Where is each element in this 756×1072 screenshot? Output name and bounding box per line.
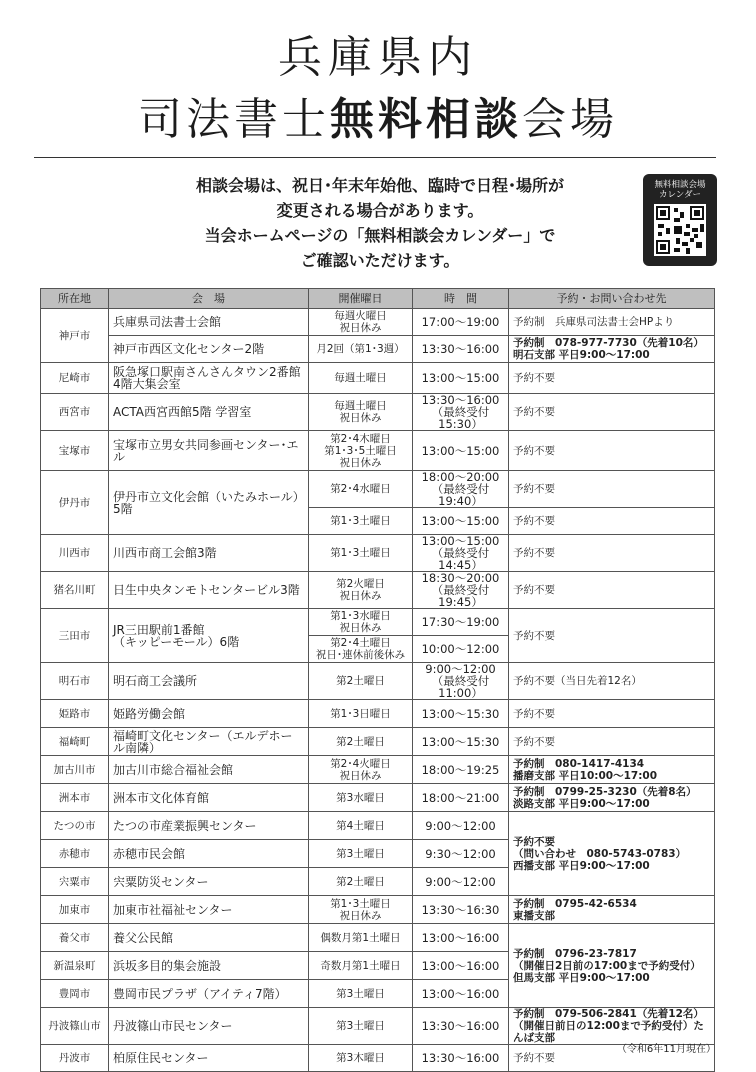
area-name: 三田市 [58,629,91,642]
area-name: 洲本市 [58,791,91,804]
venue-name: 神戸市西区文化センター2階 [113,342,265,356]
schedule-text: 第3土曜日 [336,1020,385,1032]
area-name: 尼崎市 [58,372,91,384]
time-text: 13:00〜15:30 [421,706,500,721]
area-name: 丹波市 [58,1052,91,1064]
venue-name: 丹波篠山市民センター [113,1019,233,1033]
time-cell [413,636,509,663]
time-cell [413,868,509,896]
area-cell [41,924,109,952]
contact-line: 予約不要 [513,835,555,848]
contact-cell [509,471,715,508]
contact-line: （開催日前日の12:00まで予約受付）たんば支部 [513,1020,704,1044]
area-name: 加東市 [58,903,91,916]
as-of-date: （令和6年11月現在） [616,1044,716,1055]
notice-line: 相談会場は、祝日･年末年始他、臨時で日程･場所が [195,176,564,195]
contact-line: 予約不要 [513,735,555,748]
area-name: 神戸市 [58,329,91,342]
area-cell [41,812,109,840]
venue-name: JR三田駅前1番館 [113,622,205,637]
title-suffix: 会場 [522,94,618,145]
area-name: 宍粟市 [58,875,91,888]
day-cell [309,868,413,896]
venue-name: ACTA西宮西館5階 学習室 [113,405,252,419]
time-text: 13:30〜16:00 [421,1019,500,1033]
time-cell [413,896,509,924]
time-cell [413,924,509,952]
day-cell [309,636,413,663]
area-cell [41,663,109,700]
venue-name: 明石商工会議所 [113,674,198,688]
schedule-text: 祝日休み [339,456,382,469]
venue-cell [109,924,309,952]
venue-name: 宍粟防災センター [113,874,209,889]
time-cell [413,535,509,572]
contact-cell [509,535,715,572]
time-cell [413,363,509,394]
title-divider [34,157,716,158]
schedule-text: 第2･4土曜日 [330,637,391,649]
time-text: 13:00〜16:00 [421,986,500,1001]
contact-line: 予約不要 [513,515,555,527]
header-time: 時 間 [413,289,509,309]
area-name: 新温泉町 [53,959,96,972]
day-cell [309,363,413,394]
area-cell [41,896,109,924]
venue-name: 阪急塚口駅南さんさんタウン2番館 [113,365,301,379]
day-cell [309,336,413,363]
area-name: 豊岡市 [58,987,91,1000]
schedule-text: 第1･3土曜日 [330,547,391,559]
venue-name: 日生中央タンモトセンタービル3階 [113,583,300,597]
area-name: 赤穂市 [58,847,91,860]
table-row [41,535,715,572]
schedule-text: 月2回（第1･3週） [316,343,405,355]
time-cell [413,431,509,471]
venue-name: 豊岡市民プラザ（アイティ7階） [113,986,287,1001]
area-cell [41,784,109,812]
contact-line: 予約制 0795-42-6534 [513,897,637,910]
day-cell [309,756,413,784]
area-name: 丹波篠山市 [48,1020,101,1032]
table-header-row [41,289,715,309]
area-name: たつの市 [53,819,96,832]
contact-line: （開催日2日前の17:00まで予約受付） [513,959,701,972]
area-cell [41,609,109,663]
contact-line: 予約制 078-977-7730（先着10名） [513,337,704,349]
schedule-text: 第1･3･5土曜日 [324,444,397,457]
venue-name: 兵庫県司法書士会館 [113,315,222,329]
venue-cell [109,309,309,336]
table-row [41,609,715,636]
day-cell [309,924,413,952]
schedule-text: 第1･3土曜日 [330,515,391,527]
venue-name: 柏原住民センター [113,1051,209,1065]
day-cell [309,980,413,1008]
time-cell [413,609,509,636]
day-cell [309,840,413,868]
time-cell [413,728,509,756]
area-name: 明石市 [58,675,91,687]
area-cell [41,309,109,363]
schedule-text: 祝日･連休前後休み [315,649,406,661]
time-text: 13:00〜15:00 [421,534,500,548]
table-row [41,309,715,336]
title-emphasis: 無料相談 [330,94,522,145]
schedule-text: 第2･4火曜日 [330,757,391,770]
venue-cell [109,756,309,784]
schedule-text: 第2･4木曜日 [330,432,391,445]
schedule-text: 第2土曜日 [336,735,385,748]
time-cell [413,663,509,700]
venue-name: （キッピーモール）6階 [113,634,240,649]
area-cell [41,1045,109,1072]
time-cell [413,572,509,609]
time-text: 18:00〜20:00 [421,470,500,484]
time-text: （最終受付15:30） [431,405,490,431]
contact-cell [509,394,715,431]
venue-name: 4階大集会室 [113,377,181,391]
table-row [41,784,715,812]
day-cell [309,896,413,924]
schedule-text: 祝日休み [339,322,382,334]
contact-line: 東播支部 [513,909,555,922]
contact-cell [509,812,715,896]
time-cell [413,309,509,336]
venue-name: 加古川市総合福祉会館 [113,762,234,777]
contact-line: 予約不要 [513,372,555,384]
time-cell [413,980,509,1008]
table-row [41,572,715,609]
schedule-text: 毎週火曜日 [334,310,387,322]
schedule-text: 奇数月第1土曜日 [320,959,401,972]
header-contact: 予約・お問い合わせ先 [509,289,715,309]
contact-line: 予約不要 [513,629,555,642]
contact-line: 播磨支部 平日10:00〜17:00 [513,769,658,782]
time-cell [413,952,509,980]
schedule-text: 第3水曜日 [336,791,385,804]
schedule-text: 祝日休み [339,590,382,602]
header-venue: 会 場 [109,289,309,309]
page-title-line2 [0,92,756,148]
schedule-text: 第1･3土曜日 [330,897,391,910]
table-row [41,1008,715,1045]
table-row [41,1045,715,1072]
venue-cell [109,572,309,609]
contact-line: 予約制 兵庫県司法書士会HPより [513,316,675,328]
venue-cell [109,394,309,431]
schedule-text: 祝日休み [339,769,382,782]
contact-line: （問い合わせ 080-5743-0783） [513,847,687,860]
table-row [41,363,715,394]
contact-line: 予約制 080-1417-4134 [513,757,645,770]
venue-cell [109,471,309,535]
time-cell [413,336,509,363]
contact-line: 予約不要 [513,584,555,596]
time-text: （最終受付19:40） [431,482,490,508]
day-cell [309,952,413,980]
schedule-text: 第1･3日曜日 [330,707,391,720]
venue-name: 福崎町文化センター（エルデホール南隣） [113,728,293,755]
contact-cell [509,924,715,1008]
time-text: （最終受付19:45） [431,583,490,609]
area-cell [41,572,109,609]
day-cell [309,309,413,336]
day-cell [309,1045,413,1072]
contact-line: 予約不要 [513,444,555,457]
venue-cell [109,431,309,471]
contact-cell [509,572,715,609]
qr-label: 無料相談会場 [654,180,706,190]
qr-label: カレンダー [659,190,701,200]
area-cell [41,952,109,980]
table-row [41,471,715,508]
contact-line: 予約不要 [513,1052,555,1064]
table-row [41,812,715,840]
day-cell [309,1008,413,1045]
venue-cell [109,896,309,924]
venue-cell [109,609,309,663]
venue-cell [109,980,309,1008]
time-text: 13:30〜16:00 [421,1051,500,1065]
contact-line: 予約制 0799-25-3230（先着8名） [513,785,697,798]
contact-line: 但馬支部 平日9:00〜17:00 [513,971,650,984]
area-cell [41,980,109,1008]
area-name: 西宮市 [58,406,91,418]
time-text: 13:00〜16:00 [421,958,500,973]
schedule-text: 祝日休み [339,412,382,424]
venue-name: 洲本市文化体育館 [113,790,210,805]
venue-name: 養父公民館 [113,930,174,945]
time-text: 9:00〜12:00 [425,662,496,676]
schedule-text: 第2火曜日 [336,578,385,590]
venue-cell [109,535,309,572]
time-cell [413,1008,509,1045]
contact-line: 予約不要 [513,483,555,495]
time-text: 17:30〜19:00 [421,615,500,629]
notice-line: ご確認いただけます。 [300,251,460,270]
area-cell [41,363,109,394]
table-row [41,896,715,924]
qr-code-icon [654,204,706,256]
contact-cell [509,784,715,812]
time-cell [413,784,509,812]
contact-line: 淡路支部 平日9:00〜17:00 [513,797,650,810]
venue-cell [109,663,309,700]
day-cell [309,812,413,840]
day-cell [309,663,413,700]
area-cell [41,728,109,756]
contact-cell [509,896,715,924]
header-day: 開催曜日 [309,289,413,309]
contact-cell [509,508,715,535]
schedule-text: 第4土曜日 [336,819,385,832]
area-name: 宝塚市 [58,444,91,457]
area-name: 福崎町 [58,735,91,748]
time-text: 9:30〜12:00 [425,846,496,861]
schedule-text: 毎週土曜日 [334,372,387,384]
time-cell [413,471,509,508]
contact-cell [509,728,715,756]
contact-line: 予約不要 [513,406,555,418]
contact-cell [509,609,715,663]
day-cell [309,609,413,636]
time-cell [413,394,509,431]
venue-cell [109,728,309,756]
area-cell [41,1008,109,1045]
time-text: 9:00〜12:00 [425,874,496,889]
area-name: 川西市 [58,547,91,559]
table-row [41,756,715,784]
time-cell [413,840,509,868]
time-cell [413,812,509,840]
venue-name: 川西市商工会館3階 [113,546,217,560]
venue-cell [109,952,309,980]
venue-cell [109,840,309,868]
schedule-text: 祝日休み [339,622,382,634]
area-name: 加古川市 [53,763,96,776]
header-area: 所在地 [41,289,109,309]
table-row [41,336,715,363]
time-text: 13:00〜16:00 [421,930,500,945]
schedule-text: 祝日休み [339,909,382,922]
venue-name: 加東市社福祉センター [113,902,233,917]
venue-cell [109,700,309,728]
day-cell [309,471,413,508]
schedule-text: 第2土曜日 [336,675,385,687]
area-cell [41,431,109,471]
table-row [41,700,715,728]
contact-cell [509,756,715,784]
area-cell [41,471,109,535]
schedule-text: 第3木曜日 [336,1052,385,1064]
contact-cell [509,309,715,336]
venue-cell [109,363,309,394]
area-name: 猪名川町 [53,584,96,596]
contact-line: 予約不要（当日先着12名） [513,675,642,687]
time-text: 10:00〜12:00 [421,642,500,656]
schedule-text: 第2土曜日 [336,875,385,888]
venue-name: 姫路労働会館 [113,706,186,721]
area-name: 養父市 [58,931,91,944]
time-text: 18:00〜21:00 [421,790,500,805]
time-text: 13:00〜15:00 [421,443,500,458]
notice-line: 当会ホームページの「無料相談会カレンダー」で [204,226,556,245]
calendar-qr-card[interactable] [643,174,717,266]
schedule-text: 毎週土曜日 [334,400,387,412]
contact-cell [509,1008,715,1045]
time-cell [413,756,509,784]
venue-name: たつの市産業振興センター [113,818,257,833]
contact-line: 予約不要 [513,547,555,559]
time-text: 13:00〜15:00 [421,514,500,528]
contact-line: 予約制 079-506-2841（先着12名） [513,1008,704,1020]
day-cell [309,535,413,572]
contact-line: 予約不要 [513,707,555,720]
schedule-text: 偶数月第1土曜日 [320,931,401,944]
time-cell [413,1045,509,1072]
table-row [41,394,715,431]
area-cell [41,700,109,728]
day-cell [309,394,413,431]
table-row [41,728,715,756]
day-cell [309,431,413,471]
table-row [41,924,715,952]
schedule-text: 第2･4水曜日 [330,483,391,495]
area-cell [41,868,109,896]
title-prefix: 司法書士 [138,94,330,145]
schedule-text: 第3土曜日 [336,987,385,1000]
table-row [41,431,715,471]
time-text: 13:00〜15:00 [421,371,500,385]
venue-cell [109,868,309,896]
contact-cell [509,431,715,471]
venue-name: 宝塚市立男女共同参画センター･エル [113,437,299,464]
venue-name: 赤穂市民会館 [113,846,186,861]
time-text: （最終受付11:00） [431,674,490,700]
contact-cell [509,700,715,728]
time-text: （最終受付14:45） [431,546,490,572]
contact-cell [509,663,715,700]
venue-cell [109,812,309,840]
venue-cell [109,1045,309,1072]
area-cell [41,535,109,572]
venue-table [40,288,715,1072]
area-cell [41,394,109,431]
contact-line: 予約制 0796-23-7817 [513,947,637,960]
area-cell [41,756,109,784]
schedule-text: 第1･3水曜日 [330,610,391,622]
venue-cell [109,336,309,363]
contact-line: 明石支部 平日9:00〜17:00 [513,349,650,361]
area-cell [41,840,109,868]
time-cell [413,508,509,535]
contact-line: 西播支部 平日9:00〜17:00 [513,859,650,872]
time-text: 9:00〜12:00 [425,818,496,833]
time-text: 13:30〜16:00 [421,393,500,407]
time-text: 13:30〜16:00 [421,342,500,356]
day-cell [309,572,413,609]
time-cell [413,700,509,728]
venue-name: 浜坂多目的集会施設 [113,958,222,973]
day-cell [309,784,413,812]
notice-line: 変更される場合があります。 [276,201,484,220]
time-text: 18:30〜20:00 [421,571,500,585]
table-row [41,663,715,700]
time-text: 13:30〜16:30 [421,902,500,917]
notice-text [120,173,640,273]
schedule-text: 第3土曜日 [336,847,385,860]
contact-cell [509,363,715,394]
page-title-line1: 兵庫県内 [278,32,478,83]
area-name: 伊丹市 [58,496,91,509]
area-name: 姫路市 [58,707,91,720]
time-text: 18:00〜19:25 [421,762,500,777]
time-text: 17:00〜19:00 [421,315,500,329]
venue-cell [109,784,309,812]
venue-cell [109,1008,309,1045]
venue-name: 伊丹市立文化会館（いたみホール）5階 [113,489,299,516]
time-text: 13:00〜15:30 [421,734,500,749]
day-cell [309,728,413,756]
day-cell [309,508,413,535]
contact-cell [509,336,715,363]
day-cell [309,700,413,728]
